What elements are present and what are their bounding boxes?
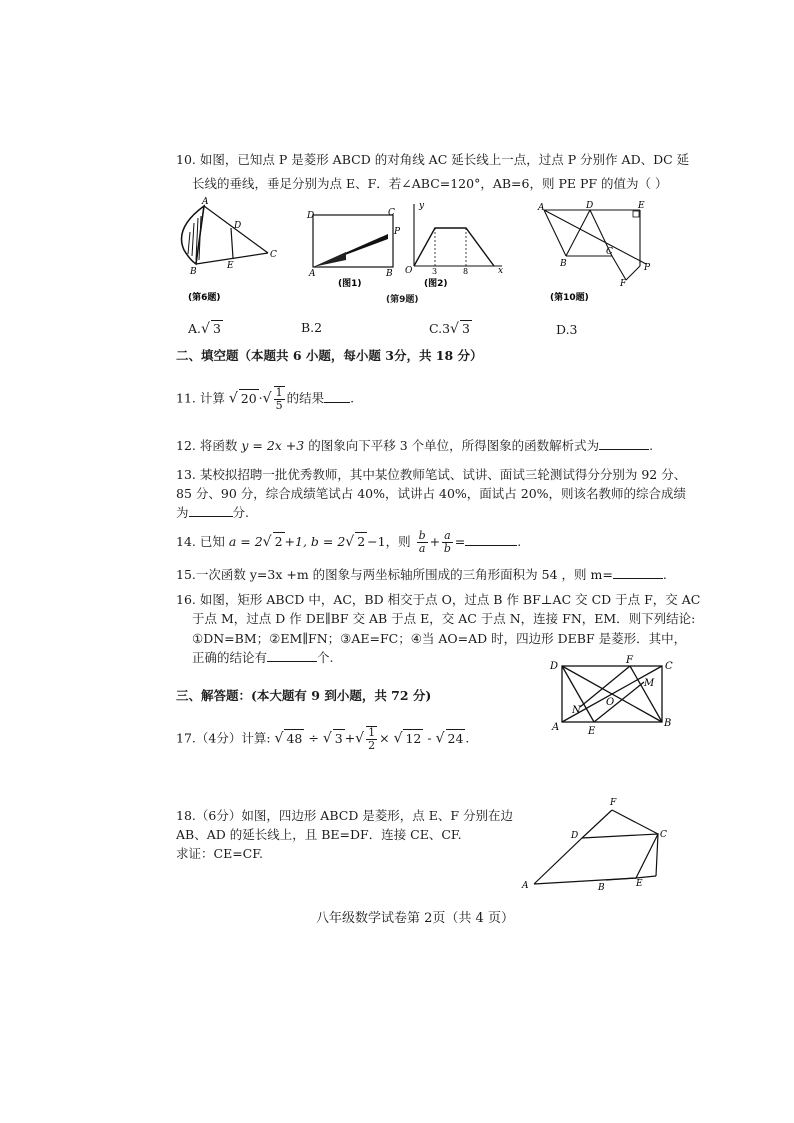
q16-line4 bbox=[192, 649, 334, 667]
section3-heading: 三、解答题：(本大题有 9 到小题，共 72 分) bbox=[176, 688, 432, 703]
q16-line3: ①DN=BM；②EM∥FN；③AE=FC；④当 AO=AD 时，四边形 DEBF 是菱形．其中， bbox=[192, 631, 687, 646]
q10-option-c[interactable]: C.3√ 3 bbox=[429, 321, 470, 337]
q16-line4-post: 个. bbox=[317, 650, 334, 665]
q17-end: . bbox=[465, 730, 470, 746]
q9-fig2-label-3: 3 bbox=[432, 267, 438, 276]
q14-rad1: 2 bbox=[274, 534, 283, 549]
q9-caption: (第9题) bbox=[386, 295, 419, 305]
q16-line2: 于点 M，过点 D 作 DE∥BF 交 AB 于点 E，交 AC 于点 N，连接 FN，EM．则下列结论: bbox=[192, 611, 696, 626]
section2-heading: 二、填空题（本题共 6 小题，每小题 3分，共 18 分） bbox=[176, 348, 483, 363]
q9-fig1-caption: (图1) bbox=[338, 279, 362, 289]
q18-fig-label-d: D bbox=[571, 831, 579, 841]
q16-fig-label-d: D bbox=[550, 661, 559, 672]
q18-line1: 18.（6分）如图，四边形 ABCD 是菱形，点 E、F 分别在边 bbox=[176, 808, 514, 823]
q10-fig-label-a: A bbox=[538, 203, 545, 213]
figure-q16 bbox=[548, 656, 678, 740]
q12-pre: 12. 将函数 bbox=[176, 438, 238, 453]
q6-label-a: A bbox=[202, 197, 209, 207]
q14-plus: + bbox=[429, 534, 441, 549]
q10-option-a-radicand: 3 bbox=[212, 321, 221, 336]
q14-eq: = bbox=[454, 534, 466, 549]
q17-frac-den: 2 bbox=[368, 739, 376, 752]
q9-fig2-label-8: 8 bbox=[463, 267, 469, 276]
figure-q6 bbox=[176, 198, 286, 308]
q12-func: y = 2x +3 bbox=[241, 438, 305, 453]
q9-fig1-label-c: C bbox=[388, 208, 395, 218]
q17-pre: 17.（4分）计算: bbox=[176, 730, 271, 746]
q17-div: ÷ bbox=[308, 730, 319, 746]
q16-fig-label-c: C bbox=[665, 661, 673, 672]
q11-post: 的结果 bbox=[286, 390, 325, 406]
q17-rad4: 24 bbox=[447, 730, 464, 746]
q18-fig-label-c: C bbox=[660, 830, 667, 840]
q9-fig1-label-a: A bbox=[309, 269, 316, 279]
q6-label-c: C bbox=[270, 250, 277, 260]
q11-answer-blank[interactable] bbox=[324, 402, 350, 403]
q11: 11. 计算 √ 20 ·√ $\frac{1}{5}$ 的结果 . bbox=[176, 386, 355, 412]
q14-answer-blank[interactable] bbox=[465, 545, 517, 546]
q12: 12. 将函数 y = 2x +3 的图象向下平移 3 个单位，所得图象的函数解析式为 . bbox=[176, 438, 654, 453]
q9-fig1-label-p: P bbox=[394, 227, 401, 237]
q17: 17.（4分）计算: √ 48 ÷ √ 3 +√ $\frac{1}{2}$ × √ 12 - √ 24 . bbox=[176, 726, 470, 752]
q14-pre: 14. 已知 bbox=[176, 534, 225, 549]
q6-caption: (第6题) bbox=[188, 293, 221, 303]
q16-fig-label-e: E bbox=[588, 726, 596, 737]
q11-frac-num: 1 bbox=[275, 386, 283, 399]
q14-frac1-den: a bbox=[418, 542, 426, 555]
q17-frac-num: 1 bbox=[368, 726, 376, 739]
q15-answer-blank[interactable] bbox=[613, 578, 663, 579]
figure-q10 bbox=[536, 200, 666, 310]
q18-fig-label-e: E bbox=[636, 879, 643, 889]
q6-label-d: D bbox=[234, 221, 242, 231]
q15-text: 15.一次函数 y=3x +m 的图象与两坐标轴所围成的三角形面积为 54 ，则 m= bbox=[176, 567, 613, 582]
q16-fig-label-o: O bbox=[606, 697, 615, 708]
q14-mid: ，则 bbox=[385, 534, 411, 549]
q10-option-c-label: C.3 bbox=[429, 321, 451, 336]
q16-line1: 16. 如图，矩形 ABCD 中，AC，BD 相交于点 O，过点 B 作 BF⊥AC 交 CD 于点 F，交 AC bbox=[176, 592, 701, 607]
q9-fig2-label-y: y bbox=[419, 201, 425, 211]
q9-fig1-label-b: B bbox=[386, 269, 393, 279]
q13-answer-blank[interactable] bbox=[189, 516, 233, 517]
q16-line4-pre: 正确的结论有 bbox=[192, 650, 268, 665]
q14-frac1-num: b bbox=[418, 529, 426, 542]
q11-radicand: 20 bbox=[240, 390, 257, 406]
q14: 14. 已知 a = 2√ 2 +1, b = 2√ 2 −1，则 $\frac{b}{a}$ + $\frac{a}{b}$ = . bbox=[176, 529, 522, 555]
q10-option-b[interactable]: B.2 bbox=[301, 320, 323, 335]
q14-expr1b: +1, b = 2 bbox=[284, 534, 346, 549]
q13-line3 bbox=[176, 504, 249, 522]
q10-option-a-label: A. bbox=[188, 321, 202, 336]
figure-q18 bbox=[516, 796, 676, 896]
q18-fig-label-a: A bbox=[522, 881, 529, 891]
q16-fig-label-n: N bbox=[572, 705, 581, 716]
q14-rad2: 2 bbox=[357, 534, 366, 549]
q17-rad1: 48 bbox=[286, 730, 303, 746]
figure-q9-fig2 bbox=[404, 200, 504, 292]
q10-fig-label-d: D bbox=[586, 201, 594, 211]
q9-fig2-caption: (图2) bbox=[424, 279, 448, 289]
q10-option-a[interactable]: A.√ 3 bbox=[188, 321, 221, 337]
q10-fig-label-e: E bbox=[638, 201, 645, 211]
figure-q9-fig1 bbox=[306, 206, 401, 294]
q18-fig-label-f: F bbox=[610, 798, 617, 808]
q17-rad3: 12 bbox=[405, 730, 422, 746]
q12-post: 的图象向下平移 3 个单位，所得图象的函数解析式为 bbox=[308, 438, 600, 453]
q10-fig-label-c: C bbox=[606, 247, 613, 257]
q10-option-c-radicand: 3 bbox=[461, 321, 470, 336]
q18-line2: AB、AD 的延长线上，且 BE=DF．连接 CE、CF. bbox=[176, 827, 462, 842]
q6-label-b: B bbox=[190, 267, 197, 277]
q18-line3: 求证：CE=CF. bbox=[176, 846, 263, 861]
q10-fig-label-p: P bbox=[644, 263, 651, 273]
q16-fig-label-m: M bbox=[644, 678, 655, 689]
q16-fig-label-a: A bbox=[552, 722, 560, 733]
page-footer: 八年级数学试卷第 2页（共 4 页） bbox=[316, 911, 514, 926]
q12-answer-blank[interactable] bbox=[599, 449, 649, 450]
q11-frac-den: 5 bbox=[275, 399, 283, 412]
q6-label-e: E bbox=[227, 261, 234, 271]
q13-line2: 85 分、90 分，综合成绩笔试占 40%，试讲占 40%，面试占 20%，则该名教师的综合成绩 bbox=[176, 486, 687, 501]
q18-fig-label-b: B bbox=[598, 883, 605, 893]
q10-fig-label-f: F bbox=[620, 279, 627, 289]
q11-pre: 11. 计算 bbox=[176, 390, 225, 406]
q10-fig-label-b: B bbox=[560, 259, 567, 269]
q16-answer-blank[interactable] bbox=[267, 661, 317, 662]
q10-line2: 长线的垂线，垂足分别为点 E、F．若∠ABC=120°，AB=6，则 PE PF 的值为（ ） bbox=[192, 176, 668, 191]
q9-fig2-label-o: O bbox=[405, 266, 413, 276]
q11-dot: · bbox=[258, 390, 263, 406]
q15: 15.一次函数 y=3x +m 的图象与两坐标轴所围成的三角形面积为 54 ，则 m= . bbox=[176, 567, 667, 582]
q17-minus: - bbox=[427, 730, 432, 746]
q9-fig1-label-d: D bbox=[307, 211, 315, 221]
q16-fig-label-b: B bbox=[664, 718, 672, 729]
q14-expr2b: −1 bbox=[367, 534, 386, 549]
q13-line3-pre: 为 bbox=[176, 505, 189, 520]
q13-line3-post: 分. bbox=[232, 505, 249, 520]
q13-line1: 13. 某校拟招聘一批优秀教师，其中某位教师笔试、试讲、面试三轮测试得分分别为 92 分、 bbox=[176, 467, 687, 482]
q16-fig-label-f: F bbox=[626, 655, 633, 666]
q9-fig2-label-x: x bbox=[498, 266, 504, 276]
q14-frac2-num: a bbox=[444, 529, 451, 542]
q14-expr1: a = 2 bbox=[228, 534, 263, 549]
q10-line1: 10. 如图，已知点 P 是菱形 ABCD 的对角线 AC 延长线上一点，过点 P 分别作 AD、DC 延 bbox=[176, 152, 690, 167]
q10-fig-caption: (第10题) bbox=[550, 293, 589, 303]
q17-rad2: 3 bbox=[334, 730, 343, 746]
q10-option-d[interactable]: D.3 bbox=[556, 322, 578, 337]
q14-frac2-den: b bbox=[443, 542, 451, 555]
q17-times: × bbox=[379, 730, 390, 746]
q17-plus: + bbox=[344, 730, 356, 746]
